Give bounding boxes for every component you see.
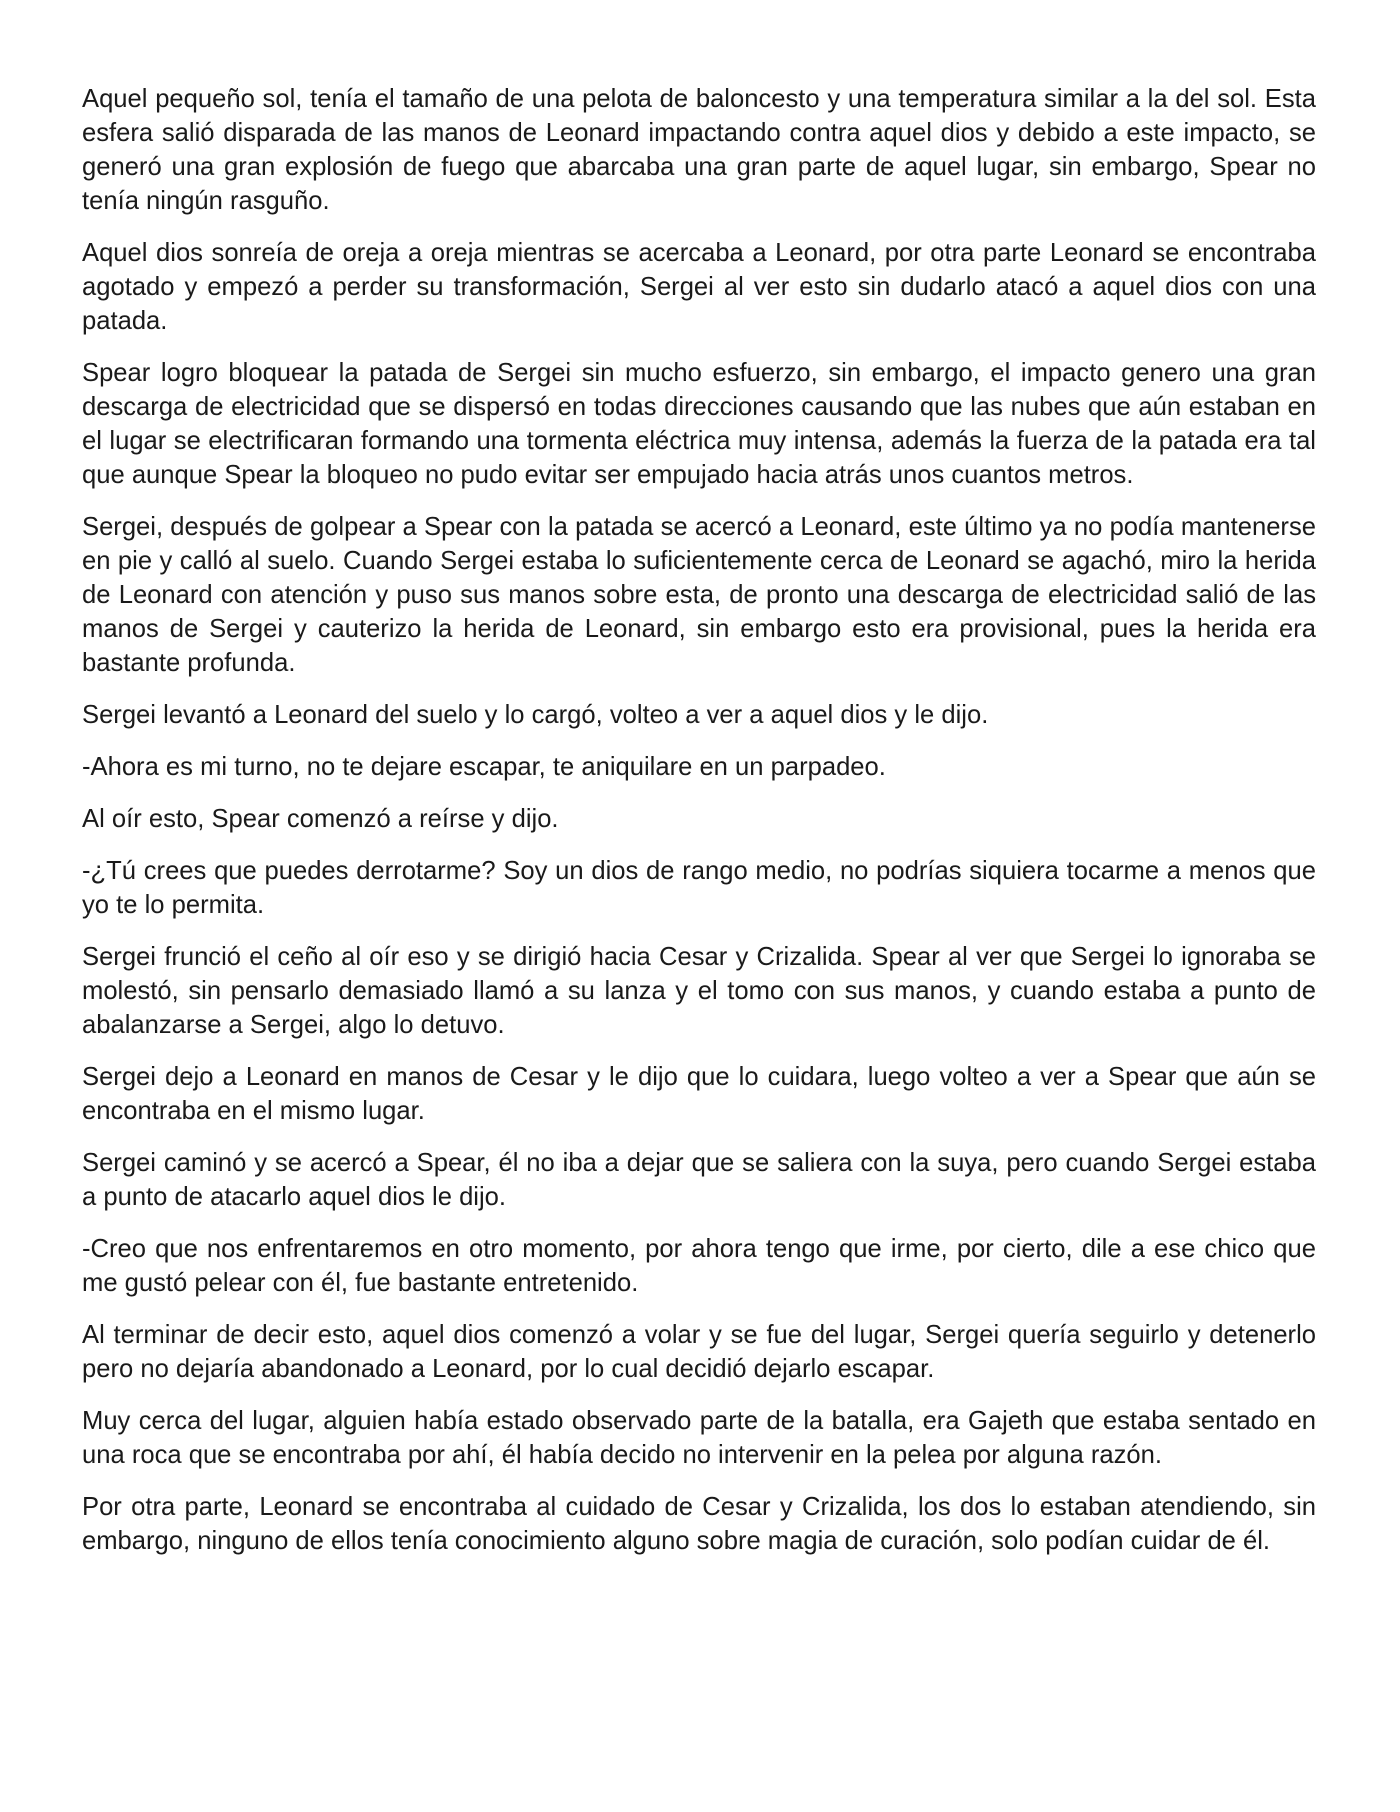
paragraph-13: Al terminar de decir esto, aquel dios comenzó a volar y se fue del lugar, Sergei quería seguirlo y detenerlo pero no dejaría abandonado a Leonard, por lo cual decidió dejarlo escapar. — [82, 1321, 1316, 1383]
paragraph-11: Sergei caminó y se acercó a Spear, él no iba a dejar que se saliera con la suya, pero cuando Sergei estaba a punto de atacarlo aquel dios le dijo. — [82, 1149, 1316, 1211]
paragraph-1: Aquel pequeño sol, tenía el tamaño de una pelota de baloncesto y una temperatura similar a la del sol. Esta esfera salió disparada de las manos de Leonard impactando contra aquel dios y debido a este impacto, se generó una gran explosión de fuego que abarcaba una gran parte de aquel lugar, sin embargo, Spear no tenía ningún rasguño. — [82, 85, 1316, 215]
paragraph-2: Aquel dios sonreía de oreja a oreja mientras se acercaba a Leonard, por otra parte Leonard se encontraba agotado y empezó a perder su transformación, Sergei al ver esto sin dudarlo atacó a aquel dios con una patada. — [82, 239, 1316, 335]
paragraph-10: Sergei dejo a Leonard en manos de Cesar y le dijo que lo cuidara, luego volteo a ver a Spear que aún se encontraba en el mismo lugar. — [82, 1063, 1316, 1125]
paragraph-12: -Creo que nos enfrentaremos en otro momento, por ahora tengo que irme, por cierto, dile a ese chico que me gustó pelear con él, fue bastante entretenido. — [82, 1235, 1316, 1297]
paragraph-9: Sergei frunció el ceño al oír eso y se dirigió hacia Cesar y Crizalida. Spear al ver que Sergei lo ignoraba se molestó, sin pensarlo demasiado llamó a su lanza y el tomo con sus manos, y cuando estaba a punto de abalanzarse a Sergei, algo lo detuvo. — [82, 943, 1316, 1039]
paragraph-6: -Ahora es mi turno, no te dejare escapar, te aniquilare en un parpadeo. — [82, 753, 886, 781]
paragraph-4: Sergei, después de golpear a Spear con la patada se acercó a Leonard, este último ya no podía mantenerse en pie y calló al suelo. Cuando Sergei estaba lo suficientemente cerca de Leonard se agachó, miro la herida de Leonard con atención y puso sus manos sobre esta, de pronto una descarga de electricidad salió de las manos de Sergei y cauterizo la herida de Leonard, sin embargo esto era provisional, pues la herida era bastante profunda. — [82, 513, 1316, 677]
document-page — [82, 82, 1316, 1576]
paragraph-8: -¿Tú crees que puedes derrotarme? Soy un dios de rango medio, no podrías siquiera tocarme a menos que yo te lo permita. — [82, 857, 1316, 919]
paragraph-3: Spear logro bloquear la patada de Sergei sin mucho esfuerzo, sin embargo, el impacto genero una gran descarga de electricidad que se dispersó en todas direcciones causando que las nubes que aún estaban en el lugar se electrificaran formando una tormenta eléctrica muy intensa, además la fuerza de la patada era tal que aunque Spear la bloqueo no pudo evitar ser empujado hacia atrás unos cuantos metros. — [82, 359, 1316, 489]
paragraph-5: Sergei levantó a Leonard del suelo y lo cargó, volteo a ver a aquel dios y le dijo. — [82, 701, 989, 729]
paragraph-7: Al oír esto, Spear comenzó a reírse y dijo. — [82, 805, 559, 833]
paragraph-14: Muy cerca del lugar, alguien había estado observado parte de la batalla, era Gajeth que estaba sentado en una roca que se encontraba por ahí, él había decido no intervenir en la pelea por alguna razón. — [82, 1407, 1316, 1469]
paragraph-15: Por otra parte, Leonard se encontraba al cuidado de Cesar y Crizalida, los dos lo estaban atendiendo, sin embargo, ninguno de ellos tenía conocimiento alguno sobre magia de curación, solo podían cuidar de él. — [82, 1493, 1316, 1555]
